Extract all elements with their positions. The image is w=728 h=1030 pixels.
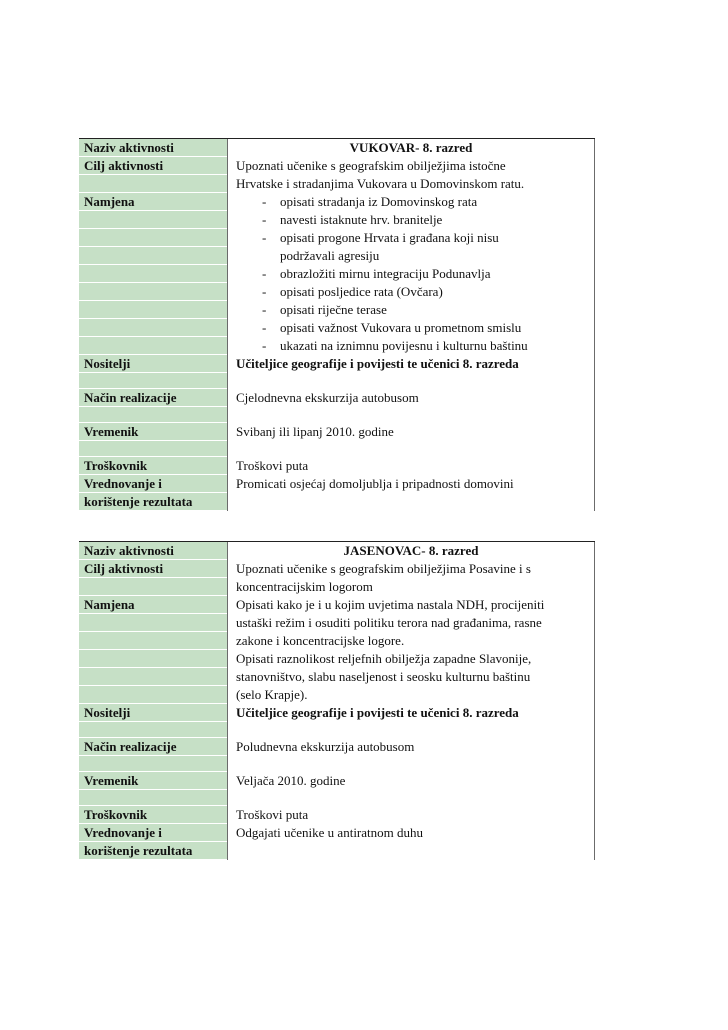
table-row	[79, 441, 595, 457]
table-row	[79, 247, 595, 265]
empty-label	[79, 668, 227, 686]
table-row	[79, 175, 595, 193]
table-row	[79, 668, 595, 686]
activity-title: JASENOVAC- 8. razred	[227, 542, 595, 560]
vremenik-text: Veljača 2010. godine	[227, 772, 595, 790]
vremenik-label: Vremenik	[79, 423, 227, 441]
troskovnik-text: Troškovi puta	[227, 806, 595, 824]
table-row	[79, 493, 595, 511]
table-row	[79, 301, 595, 319]
nacin-text: Poludnevna ekskurzija autobusom	[227, 738, 595, 756]
table-row	[79, 389, 595, 407]
empty-label	[79, 265, 227, 283]
cilj-text-line: Upoznati učenike s geografskim obilježjima istočne	[227, 157, 595, 175]
vrednovanje-label-2: korištenje rezultata	[79, 493, 227, 511]
activity-title: VUKOVAR- 8. razred	[227, 139, 595, 157]
namjena-line: (selo Krapje).	[227, 686, 595, 704]
vrednovanje-label-2: korištenje rezultata	[79, 842, 227, 860]
namjena-line: Opisati raznolikost reljefnih obilježja zapadne Slavonije,	[227, 650, 595, 668]
empty-label	[79, 247, 227, 265]
nacin-text: Cjelodnevna ekskurzija autobusom	[227, 389, 595, 407]
table-row	[79, 229, 595, 247]
table-row	[79, 790, 595, 806]
nositelji-text: Učiteljice geografije i povijesti te učenici 8. razreda	[227, 704, 595, 722]
vrednovanje-label: Vrednovanje i	[79, 824, 227, 842]
table-row	[79, 265, 595, 283]
table-row	[79, 193, 595, 211]
namjena-line: zakone i koncentracijske logore.	[227, 632, 595, 650]
empty-label	[79, 283, 227, 301]
list-item: - navesti istaknute hrv. branitelje	[236, 211, 594, 228]
empty-label	[79, 319, 227, 337]
table-row	[79, 560, 595, 578]
nacin-label: Način realizacije	[79, 738, 227, 756]
empty-label	[79, 301, 227, 319]
table-row	[79, 355, 595, 373]
table-row	[79, 157, 595, 175]
list-item: - opisati progone Hrvata i građana koji nisu	[236, 229, 594, 246]
vremenik-label: Vremenik	[79, 772, 227, 790]
nacin-label: Način realizacije	[79, 389, 227, 407]
cilj-text-line: Upoznati učenike s geografskim obilježjima Posavine i s	[227, 560, 595, 578]
troskovnik-label: Troškovnik	[79, 457, 227, 475]
table-row	[79, 407, 595, 423]
table-row	[79, 650, 595, 668]
vremenik-text: Svibanj ili lipanj 2010. godine	[227, 423, 595, 441]
table-row	[79, 578, 595, 596]
empty-label	[79, 650, 227, 668]
cilj-label: Cilj aktivnosti	[79, 560, 227, 578]
table-row	[79, 722, 595, 738]
namjena-label: Namjena	[79, 193, 227, 211]
empty-label	[79, 686, 227, 704]
list-item: - opisati stradanja iz Domovinskog rata	[236, 193, 594, 210]
empty-label	[79, 614, 227, 632]
list-item: - obrazložiti mirnu integraciju Podunavlja	[236, 265, 594, 282]
list-item: - ukazati na iznimnu povijesnu i kulturnu baštinu	[236, 337, 594, 354]
namjena-line: stanovništvo, slabu naseljenost i seosku kulturnu baštinu	[227, 668, 595, 686]
table-row	[79, 824, 595, 842]
table-row	[79, 475, 595, 493]
table-row	[79, 806, 595, 824]
activity-table-jasenovac	[79, 541, 595, 860]
table-row	[79, 337, 595, 355]
empty-label	[79, 175, 227, 193]
table-row	[79, 423, 595, 441]
list-item: - opisati posljedice rata (Ovčara)	[236, 283, 594, 300]
troskovnik-text: Troškovi puta	[227, 457, 595, 475]
cilj-label: Cilj aktivnosti	[79, 157, 227, 175]
table-row	[79, 756, 595, 772]
troskovnik-label: Troškovnik	[79, 806, 227, 824]
nositelji-text: Učiteljice geografije i povijesti te učenici 8. razreda	[227, 355, 595, 373]
empty-label	[79, 578, 227, 596]
vrednovanje-text: Odgajati učenike u antiratnom duhu	[227, 824, 595, 842]
list-item: - opisati riječne terase	[236, 301, 594, 318]
vrednovanje-text: Promicati osjećaj domoljublja i pripadnosti domovini	[227, 475, 595, 493]
namjena-line: ustaški režim i osuditi politiku terora nad građanima, rasne	[227, 614, 595, 632]
table-row	[79, 596, 595, 614]
table-row	[79, 842, 595, 860]
empty-label	[79, 632, 227, 650]
activity-table-vukovar	[79, 138, 595, 511]
cilj-text-line: koncentracijskim logorom	[227, 578, 595, 596]
table-row	[79, 772, 595, 790]
empty-label	[79, 337, 227, 355]
table-row	[79, 686, 595, 704]
namjena-line: Opisati kako je i u kojim uvjetima nastala NDH, procijeniti	[227, 596, 595, 614]
cilj-text-line: Hrvatske i stradanjima Vukovara u Domovinskom ratu.	[227, 175, 595, 193]
vrednovanje-label: Vrednovanje i	[79, 475, 227, 493]
nositelji-label: Nositelji	[79, 704, 227, 722]
table-row	[79, 283, 595, 301]
table-row	[79, 211, 595, 229]
table-row	[79, 139, 595, 157]
table-row	[79, 457, 595, 475]
empty-label	[79, 229, 227, 247]
table-row	[79, 704, 595, 722]
table-row	[79, 319, 595, 337]
list-item: - opisati važnost Vukovara u prometnom smislu	[236, 319, 594, 336]
table-row	[79, 373, 595, 389]
empty-label	[79, 211, 227, 229]
list-item-continuation: podržavali agresiju	[280, 248, 380, 263]
table-row	[79, 542, 595, 560]
table-row	[79, 614, 595, 632]
table-row	[79, 632, 595, 650]
namjena-label: Namjena	[79, 596, 227, 614]
header-label: Naziv aktivnosti	[79, 542, 227, 560]
table-row	[79, 738, 595, 756]
nositelji-label: Nositelji	[79, 355, 227, 373]
header-label: Naziv aktivnosti	[79, 139, 227, 157]
